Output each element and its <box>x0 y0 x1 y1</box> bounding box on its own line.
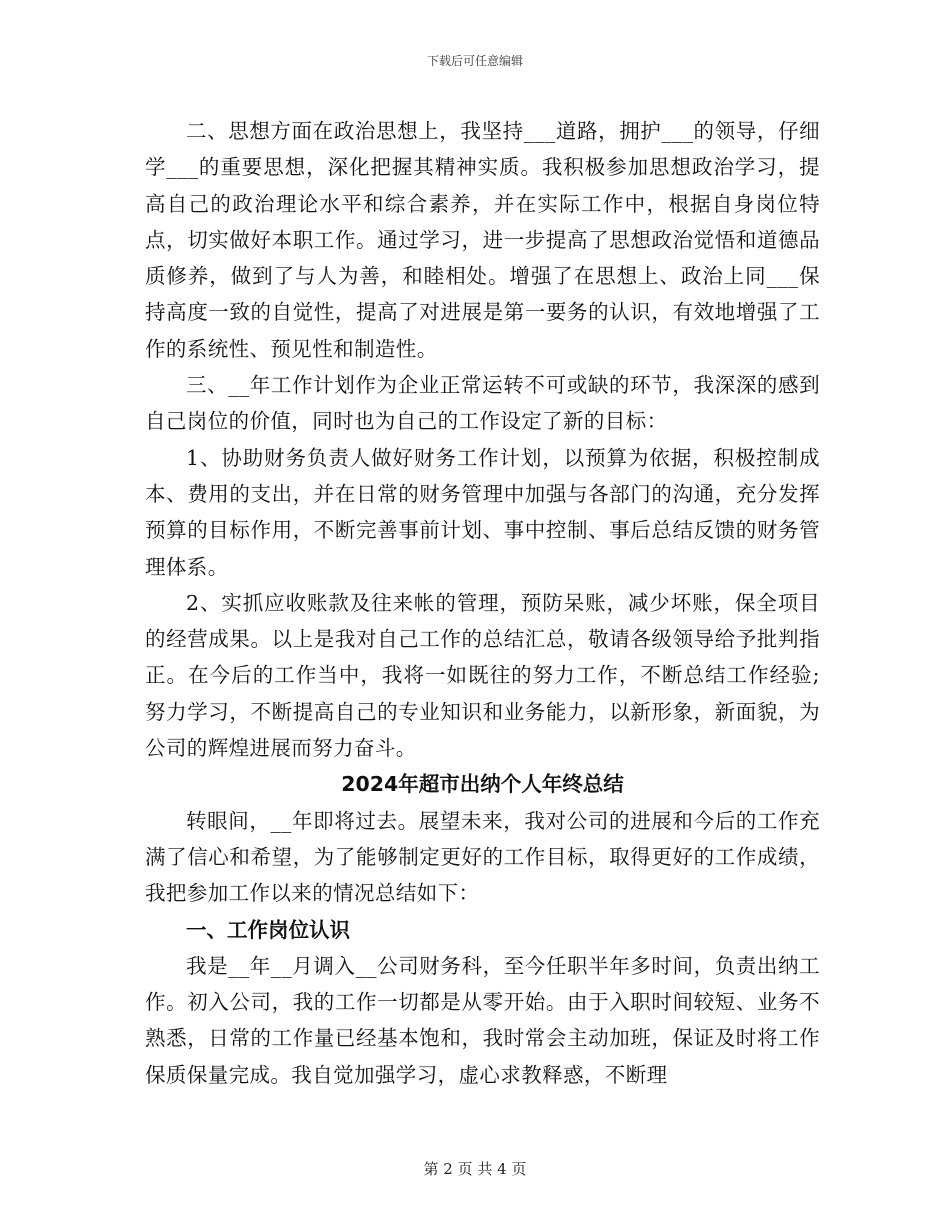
document-title: 2024年超市出纳个人年终总结 <box>341 772 624 797</box>
section-heading: 一、工作岗位认识 <box>186 917 350 942</box>
paragraph-intro: 转眼间，__年即将过去。展望未来，我对公司的进展和今后的工作充满了信心和希望，为了能够制定更好的工作目标，取得更好的工作成绩，我把参加工作以来的情况总结如下： <box>145 808 820 906</box>
document-body <box>145 113 820 1093</box>
paragraph-plan-item-2: 2、实抓应收账款及往来帐的管理，预防呆账，减少坏账，保全项目的经营成果。以上是我对自己工作的总结汇总，敬请各级领导给予批判指正。在今后的工作当中，我将一如既往的努力工作，不断总结工作经验;努力学习，不断提高自己的专业知识和业务能力，以新形象，新面貌，为公司的辉煌进展而努力奋斗。 <box>145 590 820 761</box>
paragraph-political-thought: 二、思想方面在政治思想上，我坚持___道路，拥护___的领导，仔细学___的重要思想，深化把握其精神实质。我积极参加思想政治学习，提高自己的政治理论水平和综合素养，并在实际工作中，根据自身岗位特点，切实做好本职工作。通过学习，进一步提高了思想政治觉悟和道德品质修养，做到了与人为善，和睦相处。增强了在思想上、政治上同___保持高度一致的自觉性，提高了对进展是第一要务的认识，有效地增强了工作的系统性、预见性和制造性。 <box>145 119 820 361</box>
page-header: 下载后可任意编辑 <box>426 54 523 68</box>
paragraph-work-plan: 三、__年工作计划作为企业正常运转不可或缺的环节，我深深的感到自己岗位的价值，同时也为自己的工作设定了新的目标： <box>145 373 820 434</box>
paragraph-plan-item-1: 1、协助财务负责人做好财务工作计划，以预算为依据，积极控制成本、费用的支出，并在日常的财务管理中加强与各部门的沟通，充分发挥预算的目标作用，不断完善事前计划、事中控制、事后总结反馈的财务管理体系。 <box>145 445 820 579</box>
paragraph-section-text: 我是__年__月调入__公司财务科，至今任职半年多时间，负责出纳工作。初入公司，我的工作一切都是从零开始。由于入职时间较短、业务不熟悉，日常的工作量已经基本饱和，我时常会主动加班，保证及时将工作保质保量完成。我自觉加强学习，虚心求教释惑，不断理 <box>145 953 820 1087</box>
page-footer: 第 2 页 共 4 页 <box>423 1160 527 1178</box>
